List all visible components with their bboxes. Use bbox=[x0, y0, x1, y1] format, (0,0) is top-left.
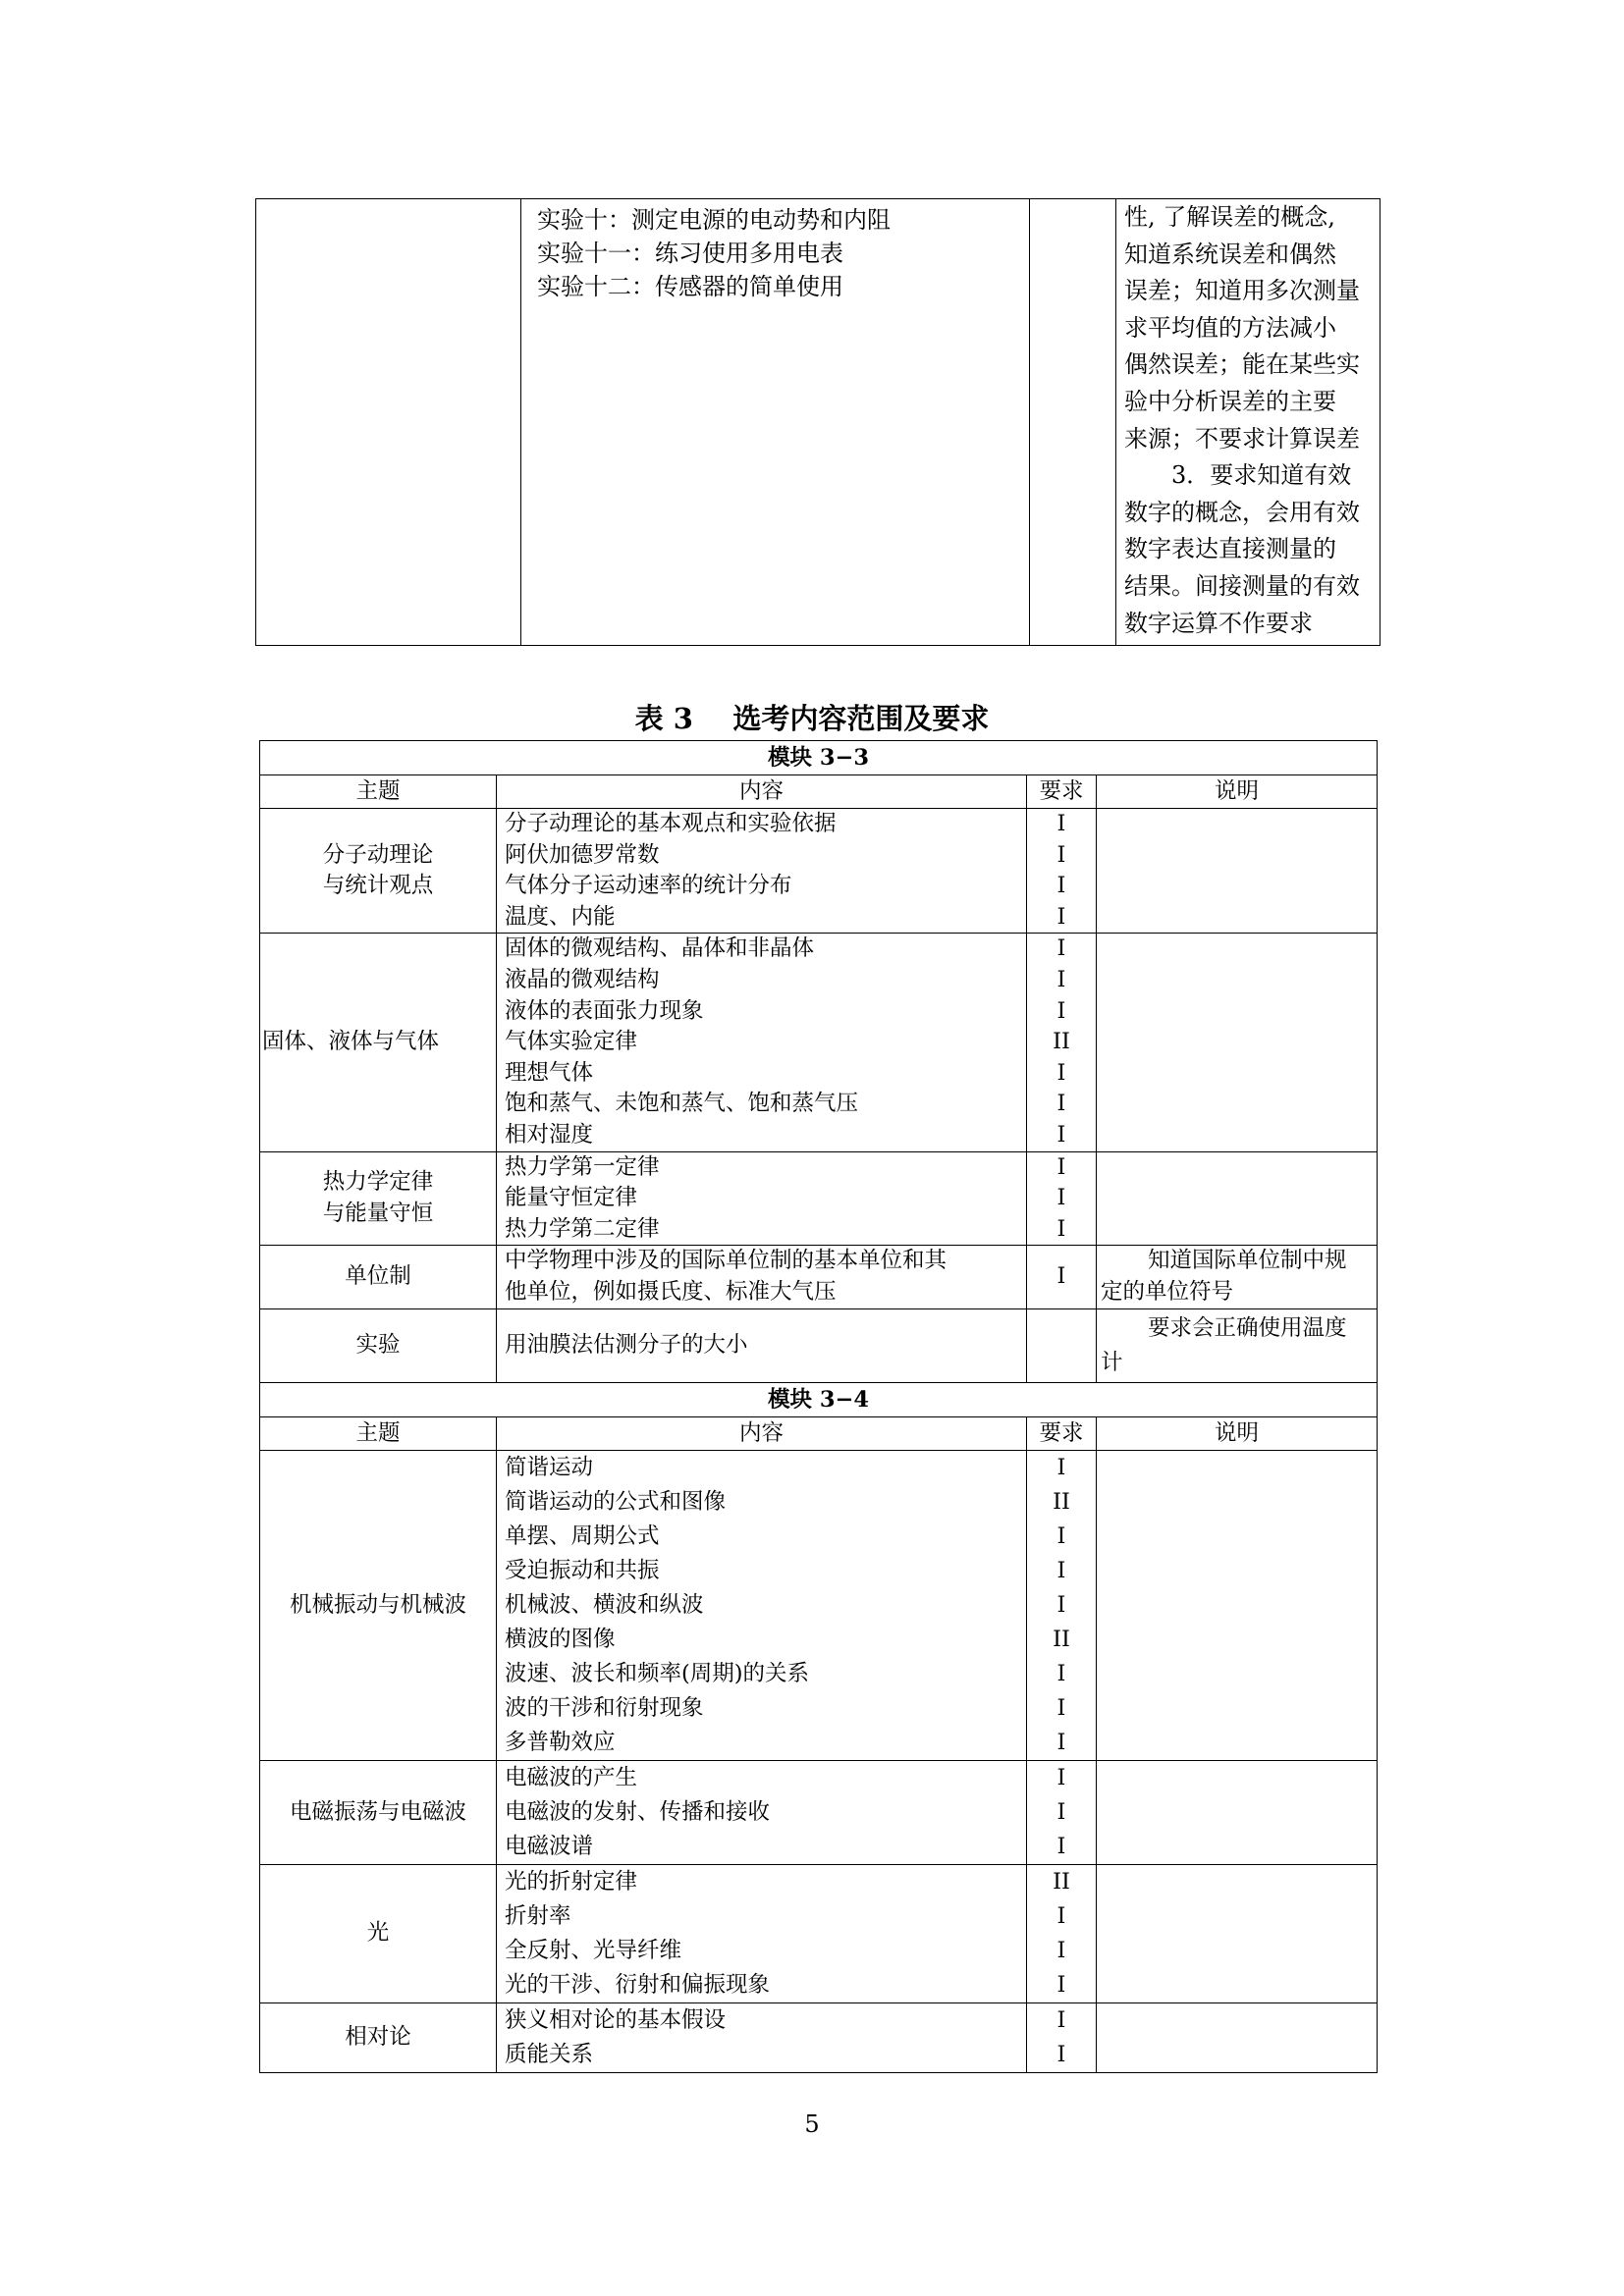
description-cell bbox=[1097, 809, 1378, 934]
requirement-level: I bbox=[1056, 1971, 1066, 1998]
theme-cell bbox=[260, 1864, 497, 2002]
content-item: 简谐运动的公式和图像 bbox=[505, 1488, 727, 1515]
table-number: 表 3 bbox=[634, 702, 693, 735]
note-line: 数字运算不作要求 bbox=[1124, 609, 1313, 637]
description-cell bbox=[1097, 1760, 1378, 1864]
note-line: 数字表达直接测量的 bbox=[1124, 535, 1336, 563]
content-item: 波的干涉和衍射现象 bbox=[505, 1694, 704, 1721]
content-cell bbox=[497, 1308, 1027, 1382]
requirement-level: I bbox=[1056, 841, 1066, 868]
requirement-level: I bbox=[1056, 1215, 1066, 1242]
list-item: 实验十二：传感器的简单使用 bbox=[537, 273, 843, 300]
content-item: 液体的表面张力现象 bbox=[505, 997, 704, 1024]
note-line: 3．要求知道有效 bbox=[1171, 461, 1352, 490]
content-item: 多普勒效应 bbox=[505, 1729, 616, 1755]
table-row bbox=[260, 1450, 1378, 1760]
description-text: 计 bbox=[1101, 1349, 1123, 1375]
theme-text: 与统计观点 bbox=[322, 873, 434, 899]
requirement-cell bbox=[1030, 199, 1116, 646]
column-header: 说明 bbox=[1097, 775, 1378, 809]
requirement-level: II bbox=[1053, 1626, 1070, 1652]
requirement-level: I bbox=[1056, 811, 1066, 836]
content-cell bbox=[497, 934, 1027, 1151]
description-text: 定的单位符号 bbox=[1101, 1278, 1234, 1305]
content-item: 用油膜法估测分子的大小 bbox=[505, 1331, 748, 1358]
table-title-text: 选考内容范围及要求 bbox=[732, 702, 990, 735]
content-item: 受迫振动和共振 bbox=[505, 1557, 660, 1583]
list-item: 实验十一：练习使用多用电表 bbox=[537, 240, 843, 267]
requirement-cell bbox=[1027, 934, 1097, 1151]
content-item: 简谐运动 bbox=[505, 1454, 594, 1480]
content-item: 横波的图像 bbox=[505, 1626, 616, 1652]
content-item: 波速、波长和频率(周期)的关系 bbox=[505, 1660, 810, 1686]
content-cell bbox=[497, 2002, 1027, 2072]
content-cell bbox=[497, 1760, 1027, 1864]
content-item: 固体的微观结构、晶体和非晶体 bbox=[505, 935, 815, 962]
requirement-level: I bbox=[1056, 1694, 1066, 1721]
theme-text: 机械振动与机械波 bbox=[289, 1591, 466, 1618]
requirement-level: I bbox=[1056, 1833, 1066, 1859]
theme-text: 固体、液体与气体 bbox=[262, 1029, 440, 1055]
description-cell bbox=[1097, 1450, 1378, 1760]
header-row bbox=[260, 775, 1378, 809]
description-cell bbox=[1097, 1864, 1378, 2002]
content-item: 光的折射定律 bbox=[505, 1868, 638, 1895]
note-line: 性, 了解误差的概念, bbox=[1124, 203, 1335, 231]
requirement-level: I bbox=[1056, 1522, 1066, 1549]
requirement-level: I bbox=[1056, 966, 1066, 992]
content-item: 热力学第二定律 bbox=[505, 1215, 660, 1242]
content-item: 折射率 bbox=[505, 1902, 571, 1929]
note-line: 偶然误差；能在某些实 bbox=[1124, 350, 1360, 379]
requirement-level: I bbox=[1056, 1153, 1066, 1180]
page-number: 5 bbox=[804, 2110, 820, 2138]
content-item: 气体分子运动速率的统计分布 bbox=[505, 873, 792, 899]
requirement-level: II bbox=[1053, 1029, 1070, 1055]
requirement-level: I bbox=[1056, 873, 1066, 899]
table-row bbox=[260, 1308, 1378, 1382]
header-row bbox=[260, 1416, 1378, 1450]
content-item: 单摆、周期公式 bbox=[505, 1522, 660, 1549]
requirement-level: I bbox=[1056, 1729, 1066, 1755]
requirement-level: I bbox=[1056, 1091, 1066, 1117]
requirement-cell bbox=[1027, 1450, 1097, 1760]
theme-cell bbox=[260, 934, 497, 1151]
requirement-level: I bbox=[1056, 1185, 1066, 1211]
content-item: 阿伏加德罗常数 bbox=[505, 841, 660, 868]
requirement-level: I bbox=[1056, 1764, 1066, 1790]
requirement-cell bbox=[1027, 1151, 1097, 1246]
module-title: 模块 3−3 bbox=[260, 741, 1378, 775]
table-row bbox=[256, 199, 1380, 646]
content-cell bbox=[497, 1151, 1027, 1246]
column-header: 要求 bbox=[1027, 1416, 1097, 1450]
table-title bbox=[0, 699, 1624, 738]
note-line: 来源；不要求计算误差 bbox=[1124, 424, 1360, 453]
table-row bbox=[260, 1864, 1378, 2002]
column-header: 主题 bbox=[260, 775, 497, 809]
content-item: 他单位，例如摄氏度、标准大气压 bbox=[505, 1278, 837, 1305]
content-item: 电磁波的产生 bbox=[505, 1764, 638, 1790]
module-title: 模块 3−4 bbox=[260, 1382, 1378, 1416]
note-line: 求平均值的方法减小 bbox=[1124, 313, 1336, 342]
content-item: 气体实验定律 bbox=[505, 1029, 638, 1055]
content-cell bbox=[497, 1864, 1027, 2002]
description-cell bbox=[1097, 1246, 1378, 1308]
table-row bbox=[260, 2002, 1378, 2072]
theme-text: 单位制 bbox=[345, 1263, 411, 1290]
content-item: 全反射、光导纤维 bbox=[505, 1937, 682, 1963]
content-item: 能量守恒定律 bbox=[505, 1185, 638, 1211]
table-row bbox=[260, 1246, 1378, 1308]
module-row bbox=[260, 741, 1378, 775]
theme-cell bbox=[260, 1246, 497, 1308]
column-header: 主题 bbox=[260, 1416, 497, 1450]
requirement-level: I bbox=[1056, 997, 1066, 1024]
requirement-level: I bbox=[1056, 1454, 1066, 1480]
note-line: 知道系统误差和偶然 bbox=[1124, 240, 1336, 268]
content-cell bbox=[497, 1246, 1027, 1308]
content-cell bbox=[497, 809, 1027, 934]
notes-cell bbox=[1116, 199, 1380, 646]
column-header: 内容 bbox=[497, 1416, 1027, 1450]
note-line: 数字的概念，会用有效 bbox=[1124, 498, 1360, 526]
theme-text: 分子动理论 bbox=[322, 841, 434, 868]
requirement-level: I bbox=[1056, 935, 1066, 962]
theme-cell bbox=[260, 1760, 497, 1864]
elective-content-table bbox=[259, 740, 1378, 2073]
column-header: 内容 bbox=[497, 775, 1027, 809]
table-row bbox=[260, 809, 1378, 934]
content-item: 相对湿度 bbox=[505, 1121, 594, 1148]
content-item: 狭义相对论的基本假设 bbox=[505, 2006, 727, 2033]
content-item: 理想气体 bbox=[505, 1059, 594, 1086]
list-item: 实验十：测定电源的电动势和内阻 bbox=[537, 206, 891, 234]
theme-cell bbox=[260, 2002, 497, 2072]
content-item: 质能关系 bbox=[505, 2041, 594, 2067]
content-item: 光的干涉、衍射和偏振现象 bbox=[505, 1971, 771, 1998]
theme-text: 热力学定律 bbox=[322, 1169, 434, 1196]
table-row bbox=[260, 1151, 1378, 1246]
content-item: 饱和蒸气、未饱和蒸气、饱和蒸气压 bbox=[505, 1091, 859, 1117]
content-item: 中学物理中涉及的国际单位制的基本单位和其 bbox=[505, 1248, 947, 1274]
theme-text: 相对论 bbox=[345, 2024, 411, 2050]
requirement-level: I bbox=[1056, 2041, 1066, 2067]
content-item: 温度、内能 bbox=[505, 903, 616, 930]
requirement-cell bbox=[1027, 1864, 1097, 2002]
theme-text: 实验 bbox=[355, 1331, 401, 1358]
content-item: 热力学第一定律 bbox=[505, 1153, 660, 1180]
theme-cell bbox=[260, 1450, 497, 1760]
requirement-level: I bbox=[1056, 1660, 1066, 1686]
requirement-level: I bbox=[1056, 1937, 1066, 1963]
theme-cell bbox=[260, 1308, 497, 1382]
requirement-level: I bbox=[1056, 1557, 1066, 1583]
requirement-cell bbox=[1027, 2002, 1097, 2072]
module-row bbox=[260, 1382, 1378, 1416]
topic-cell bbox=[256, 199, 521, 646]
column-header: 要求 bbox=[1027, 775, 1097, 809]
requirement-level: I bbox=[1056, 1121, 1066, 1148]
requirement-level: I bbox=[1056, 1591, 1066, 1618]
requirement-level: I bbox=[1056, 903, 1066, 930]
note-line: 验中分析误差的主要 bbox=[1124, 387, 1336, 415]
theme-text: 电磁振荡与电磁波 bbox=[289, 1798, 466, 1825]
continuation-table bbox=[255, 198, 1380, 646]
description-cell bbox=[1097, 2002, 1378, 2072]
content-item: 分子动理论的基本观点和实验依据 bbox=[505, 811, 837, 836]
requirement-level: I bbox=[1056, 2006, 1066, 2033]
theme-cell bbox=[260, 1151, 497, 1246]
note-line: 结果。间接测量的有效 bbox=[1124, 571, 1360, 600]
requirement-level: I bbox=[1056, 1902, 1066, 1929]
requirement-level: II bbox=[1053, 1868, 1070, 1895]
content-item: 电磁波谱 bbox=[505, 1833, 594, 1859]
description-cell bbox=[1097, 1151, 1378, 1246]
table-row bbox=[260, 1760, 1378, 1864]
description-text: 知道国际单位制中规 bbox=[1148, 1248, 1347, 1274]
description-cell bbox=[1097, 934, 1378, 1151]
requirement-level: I bbox=[1056, 1798, 1066, 1825]
theme-text: 与能量守恒 bbox=[322, 1200, 434, 1226]
description-cell bbox=[1097, 1308, 1378, 1382]
content-cell bbox=[521, 199, 1030, 646]
note-line: 误差；知道用多次测量 bbox=[1124, 277, 1360, 305]
requirement-cell bbox=[1027, 1760, 1097, 1864]
content-item: 液晶的微观结构 bbox=[505, 966, 660, 992]
description-text: 要求会正确使用温度 bbox=[1148, 1314, 1347, 1341]
requirement-level: I bbox=[1056, 1263, 1066, 1290]
requirement-level: I bbox=[1056, 1059, 1066, 1086]
requirement-cell bbox=[1027, 1246, 1097, 1308]
column-header: 说明 bbox=[1097, 1416, 1378, 1450]
content-item: 电磁波的发射、传播和接收 bbox=[505, 1798, 771, 1825]
theme-text: 光 bbox=[366, 1920, 390, 1946]
table-row bbox=[260, 934, 1378, 1151]
requirement-cell bbox=[1027, 809, 1097, 934]
requirement-cell bbox=[1027, 1308, 1097, 1382]
requirement-level: II bbox=[1053, 1488, 1070, 1515]
content-cell bbox=[497, 1450, 1027, 1760]
theme-cell bbox=[260, 809, 497, 934]
content-item: 机械波、横波和纵波 bbox=[505, 1591, 704, 1618]
